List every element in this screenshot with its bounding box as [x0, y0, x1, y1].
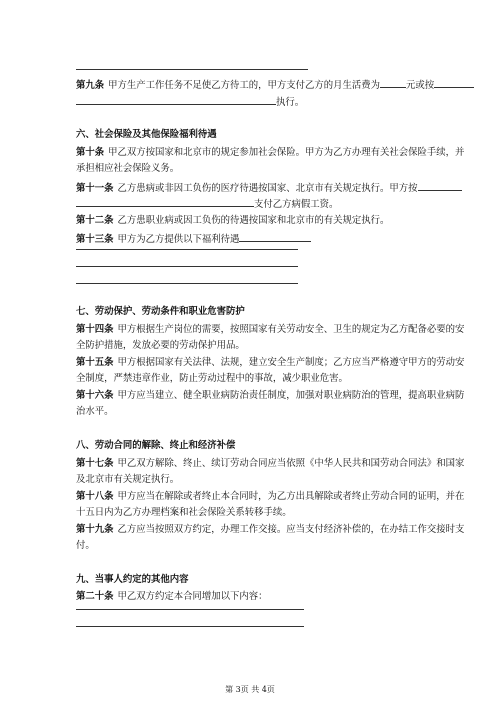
clause-text: 执行。 — [276, 97, 305, 108]
clause-text: 付。 — [76, 540, 95, 551]
blank-field — [76, 95, 276, 105]
clause-12 — [76, 215, 442, 227]
section-title: 八、劳动合同的解除、终止和经济补偿 — [76, 440, 236, 451]
clause-label: 第十条 — [76, 147, 105, 158]
clause-9 — [76, 78, 442, 92]
clause-text: 全防护措施，发放必要的劳动保护用品。 — [76, 340, 245, 351]
clause-text: 甲方为乙方提供以下福利待遇 — [117, 234, 240, 245]
clause-text: 甲方应当在解除或者终止本合同时，为乙方出具解除或者终止劳动合同的证明，并在 — [117, 491, 465, 502]
blank-field — [434, 78, 474, 88]
clause-text: 甲乙双方按国家和北京市的规定参加社会保险。甲方为乙方办理有关社会保险手续，并 — [108, 147, 465, 158]
clause-text: 乙方应当按照双方约定，办理工作交接。应当支付经济补偿的，在办结工作交接时支 — [117, 524, 465, 535]
clause-10 — [76, 147, 465, 159]
blank-field — [418, 181, 462, 191]
section-title: 六、社会保险及其他保险福利待遇 — [76, 129, 217, 140]
clause-20 — [76, 591, 442, 603]
blank-line — [76, 609, 304, 610]
clause-label: 第十三条 — [76, 234, 114, 245]
section-title: 七、劳动保护、劳动条件和职业危害防护 — [76, 306, 245, 317]
clause-text: 甲乙双方约定本合同增加以下内容： — [117, 591, 268, 602]
clause-text: 甲方生产工作任务不足使乙方待工的，甲方支付乙方的月生活费为 — [108, 80, 381, 91]
clause-text: 甲方根据生产岗位的需要，按照国家有关劳动安全、卫生的规定为乙方配备必要的安 — [117, 324, 465, 335]
clause-label: 第十九条 — [76, 524, 114, 535]
clause-text: 乙方患职业病或因工负伤的待遇按国家和北京市的有关规定执行。 — [117, 215, 390, 226]
page-number: 第 3页 共 4页 — [225, 685, 275, 694]
clause-text: 治水平。 — [76, 406, 114, 417]
clause-11 — [76, 181, 442, 195]
clause-label: 第九条 — [76, 80, 105, 91]
clause-15 — [76, 357, 465, 369]
clause-16 — [76, 390, 465, 402]
blank-field — [380, 78, 406, 88]
blank-line — [76, 283, 298, 284]
clause-text: 甲方应当建立、健全职业病防治责任制度，加强对职业病防治的管理，提高职业病防 — [117, 390, 465, 401]
clause-18 — [76, 491, 465, 503]
clause-text: 承担相应社会保险义务。 — [76, 163, 180, 174]
clause-text: 支付乙方病假工资。 — [254, 199, 339, 210]
clause-label: 第十六条 — [76, 390, 114, 401]
clause-label: 第十二条 — [76, 215, 114, 226]
clause-13 — [76, 232, 442, 246]
section-title: 九、当事人约定的其他内容 — [76, 574, 189, 585]
clause-label: 第十一条 — [76, 183, 114, 194]
clause-text: 全制度，严禁违章作业，防止劳动过程中的事故，减少职业危害。 — [76, 373, 348, 384]
clause-label: 第二十条 — [76, 591, 114, 602]
clause-text: 甲方根据国家有关法律、法规，建立安全生产制度；乙方应当严格遵守甲方的劳动安 — [117, 357, 465, 368]
blank-line — [76, 266, 298, 267]
clause-text: 甲乙双方解除、终止、续订劳动合同应当依照《中华人民共和国劳动合同法》和国家 — [117, 458, 465, 469]
blank-line — [76, 626, 304, 627]
blank-field — [239, 232, 311, 242]
clause-11-cont — [76, 197, 442, 211]
clause-9-cont — [76, 95, 442, 109]
clause-label: 第十八条 — [76, 491, 114, 502]
blank-field — [76, 197, 254, 207]
clause-text: 元或按 — [406, 80, 435, 91]
clause-label: 第十四条 — [76, 324, 114, 335]
clause-17 — [76, 458, 465, 470]
clause-text: 十五日内为乙方办理档案和社会保险关系转移手续。 — [76, 507, 292, 518]
clause-19 — [76, 524, 465, 536]
clause-text: 及北京市有关规定执行。 — [76, 474, 180, 485]
clause-text: 乙方患病或非因工负伤的医疗待遇按国家、北京市有关规定执行。甲方按 — [117, 183, 418, 194]
clause-label: 第十七条 — [76, 458, 114, 469]
clause-14 — [76, 324, 465, 336]
clause-label: 第十五条 — [76, 357, 114, 368]
blank-line — [76, 69, 308, 70]
blank-line — [76, 249, 298, 250]
